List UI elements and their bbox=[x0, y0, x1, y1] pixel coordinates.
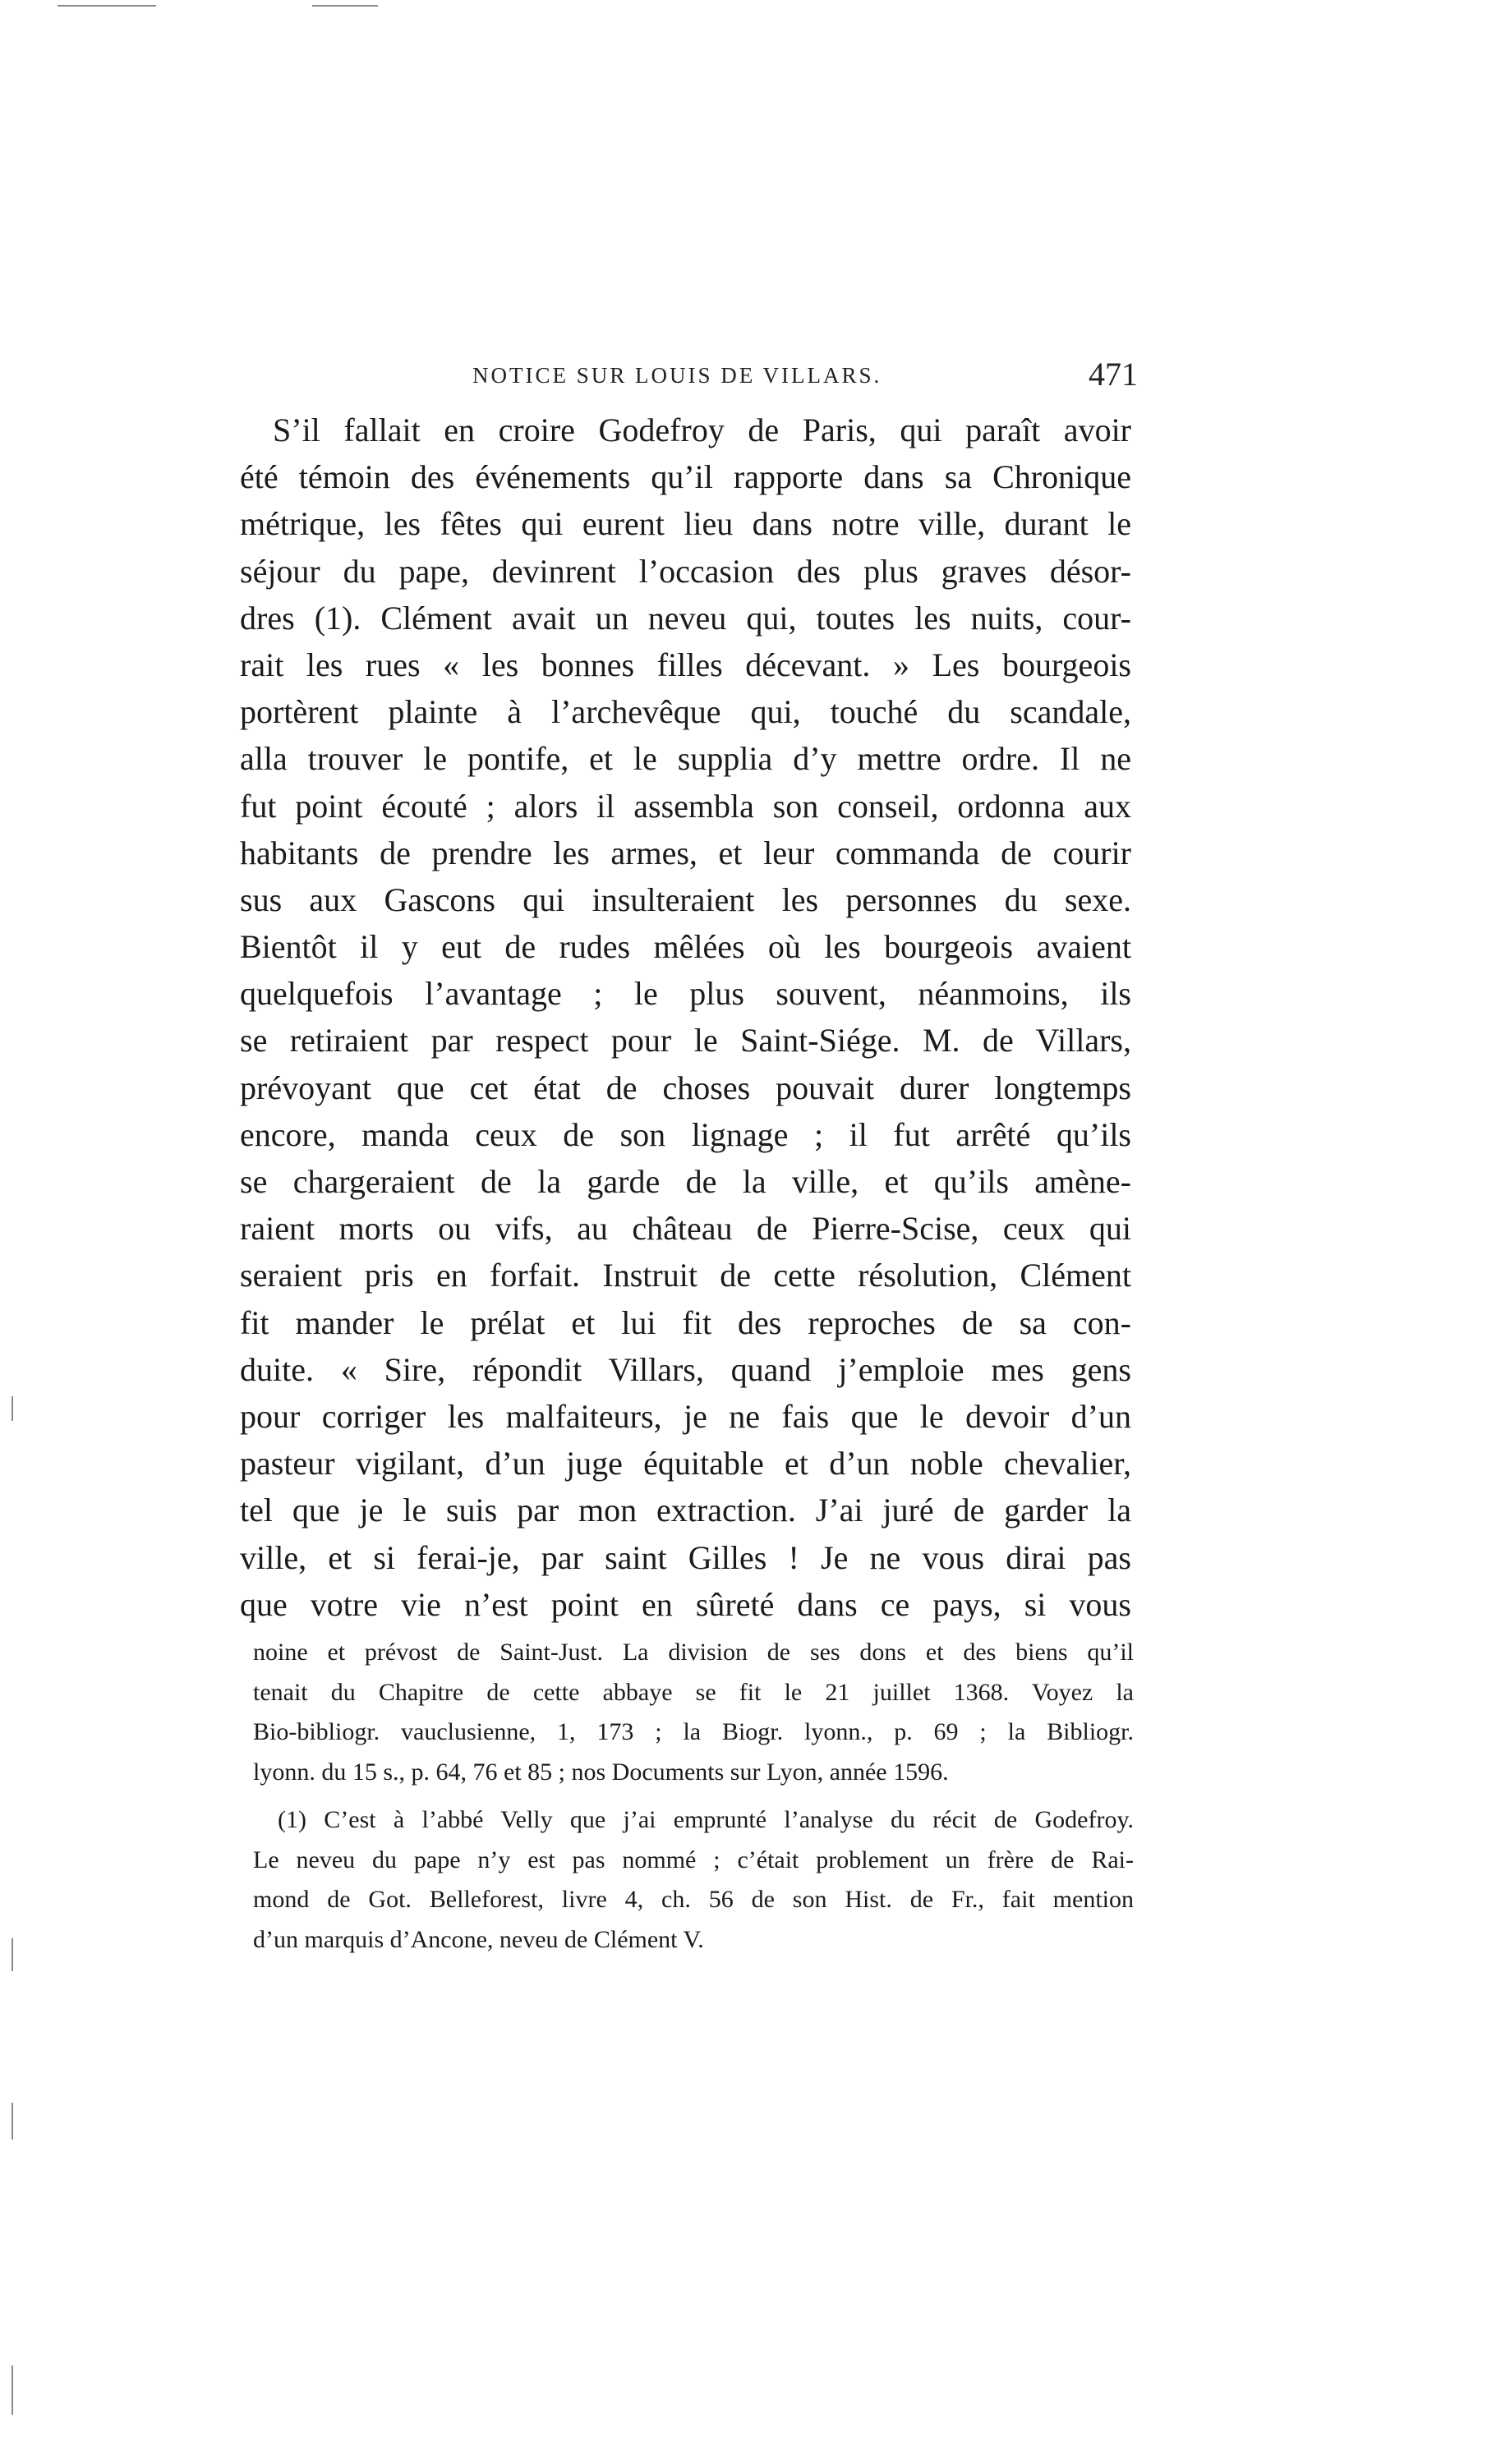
page-number: 471 bbox=[1089, 356, 1138, 393]
footnote-continued bbox=[253, 1633, 1134, 1792]
body-line: séjour du pape, devinrent l’occasion des plus graves désor- bbox=[240, 552, 1131, 590]
body-line: été témoin des événements qu’il rapporte dans sa Chronique bbox=[240, 458, 1131, 496]
scan-edge-mark-left bbox=[12, 2103, 13, 2140]
body-line: quelquefois l’avantage ; le plus souvent, néanmoins, ils bbox=[240, 975, 1131, 1013]
scan-edge-mark-left bbox=[12, 1396, 13, 1421]
body-line: portèrent plainte à l’archevêque qui, touché du scandale, bbox=[240, 693, 1131, 731]
body-line: se chargeraient de la garde de la ville, et qu’ils amène- bbox=[240, 1163, 1131, 1200]
body-line: seraient pris en forfait. Instruit de cette résolution, Clément bbox=[240, 1257, 1131, 1294]
scan-edge-mark-left bbox=[12, 1938, 13, 1971]
footnote-line: (1) C’est à l’abbé Velly que j’ai emprunté l’analyse du récit de Godefroy. bbox=[278, 1806, 1134, 1833]
body-line: sus aux Gascons qui insulteraient les personnes du sexe. bbox=[240, 880, 1131, 918]
body-line: que votre vie n’est point en sûreté dans ce pays, si vous bbox=[240, 1585, 1131, 1623]
footnote-line: Bio-bibliogr. vauclusienne, 1, 173 ; la Biogr. lyonn., p. 69 ; la Bibliogr. bbox=[253, 1718, 1134, 1745]
body-line: fit mander le prélat et lui fit des reproches de sa con- bbox=[240, 1303, 1131, 1341]
body-line: habitants de prendre les armes, et leur commanda de courir bbox=[240, 834, 1131, 871]
body-line: prévoyant que cet état de choses pouvait durer longtemps bbox=[240, 1069, 1131, 1106]
body-line: fut point écouté ; alors il assembla son conseil, ordonna aux bbox=[240, 787, 1131, 825]
body-line: métrique, les fêtes qui eurent lieu dans notre ville, durant le bbox=[240, 505, 1131, 543]
body-line: S’il fallait en croire Godefroy de Paris, qui paraît avoir bbox=[273, 411, 1131, 448]
body-text bbox=[240, 407, 1131, 1628]
body-line: dres (1). Clément avait un neveu qui, toutes les nuits, cour- bbox=[240, 599, 1131, 637]
footnotes bbox=[253, 1633, 1134, 1960]
footnote-1 bbox=[253, 1800, 1134, 1960]
body-line: raient morts ou vifs, au château de Pierre-Scise, ceux qui bbox=[240, 1210, 1131, 1248]
footnote-line: mond de Got. Belleforest, livre 4, ch. 56 de son Hist. de Fr., fait mention bbox=[253, 1886, 1134, 1913]
running-title: NOTICE SUR LOUIS DE VILLARS. bbox=[472, 363, 882, 388]
body-line: alla trouver le pontife, et le supplia d’y mettre ordre. Il ne bbox=[240, 740, 1131, 778]
body-line: ville, et si ferai-je, par saint Gilles ! Je ne vous dirai pas bbox=[240, 1538, 1131, 1576]
footnote-line: Le neveu du pape n’y est pas nommé ; c’était problement un frère de Rai- bbox=[253, 1846, 1134, 1873]
footnote-line: noine et prévost de Saint-Just. La division de ses dons et des biens qu’il bbox=[253, 1639, 1134, 1666]
footnote-line: d’un marquis d’Ancone, neveu de Clément V. bbox=[253, 1925, 704, 1953]
scan-edge-mark-top bbox=[58, 5, 156, 7]
body-line: pasteur vigilant, d’un juge équitable et d’un noble chevalier, bbox=[240, 1445, 1131, 1483]
body-line: encore, manda ceux de son lignage ; il fut arrêté qu’ils bbox=[240, 1115, 1131, 1153]
footnote-line: tenait du Chapitre de cette abbaye se fit le 21 juillet 1368. Voyez la bbox=[253, 1678, 1134, 1706]
body-line: pour corriger les malfaiteurs, je ne fais que le devoir d’un bbox=[240, 1397, 1131, 1435]
body-line: tel que je le suis par mon extraction. J’ai juré de garder la bbox=[240, 1492, 1131, 1529]
scan-edge-mark-left bbox=[12, 2365, 13, 2415]
running-head bbox=[472, 355, 1138, 396]
scan-edge-mark-top bbox=[312, 5, 378, 7]
footnote-line: lyonn. du 15 s., p. 64, 76 et 85 ; nos Documents sur Lyon, année 1596. bbox=[253, 1758, 949, 1786]
body-line: Bientôt il y eut de rudes mêlées où les bourgeois avaient bbox=[240, 928, 1131, 966]
body-line: se retiraient par respect pour le Saint-Siége. M. de Villars, bbox=[240, 1022, 1131, 1060]
body-line: duite. « Sire, répondit Villars, quand j’emploie mes gens bbox=[240, 1350, 1131, 1388]
body-line: rait les rues « les bonnes filles décevant. » Les bourgeois bbox=[240, 646, 1131, 683]
